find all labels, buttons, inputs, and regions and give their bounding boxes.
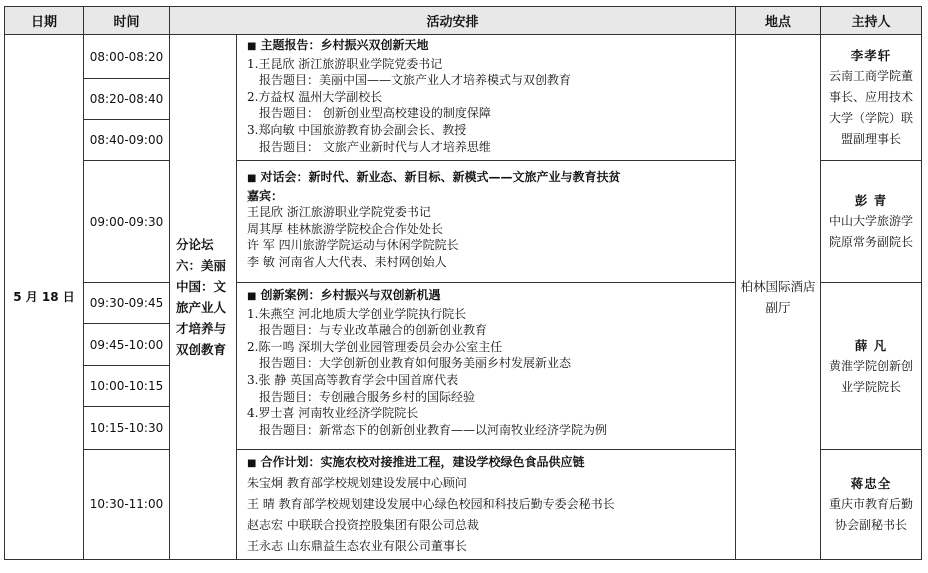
section-cooperation	[237, 450, 736, 560]
host-name: 彭 青	[854, 193, 888, 208]
venue-cell: 柏林国际酒店副厅	[736, 35, 821, 560]
host-cell	[821, 161, 922, 283]
square-bullet-icon: ■	[247, 41, 257, 52]
section-line: 许 军 四川旅游学院运动与休闲学院院长	[247, 238, 459, 253]
section-line: 赵志宏 中联联合投资控股集团有限公司总裁	[247, 517, 479, 532]
header-date: 日期	[5, 7, 84, 35]
section-line: 报告题目： 创新创业型高校建设的制度保障	[259, 106, 491, 121]
section-line: 3.郑向敏 中国旅游教育协会副会长、教授	[247, 122, 467, 137]
section-line: 报告题目：与专业改革融合的创新创业教育	[259, 323, 488, 338]
time-slot: 08:20-08:40	[84, 79, 170, 120]
forum-title: 分论坛六：美丽中国：文旅产业人才培养与双创教育	[170, 35, 237, 560]
section-title: 主题报告：乡村振兴双创新天地	[260, 38, 429, 52]
section-line: 朱宝炯 教育部学校规划建设发展中心顾问	[247, 475, 467, 490]
time-slot: 09:45-10:00	[84, 324, 170, 366]
square-bullet-icon: ■	[247, 291, 257, 302]
section-cases	[237, 283, 736, 450]
section-line: 周其厚 桂林旅游学院校企合作处处长	[247, 221, 443, 236]
host-name: 李孝轩	[850, 48, 892, 63]
section-title: 对话会：新时代、新业态、新目标、新模式——文旅产业与教育扶贫	[260, 170, 621, 184]
date-cell: 5 月 18 日	[5, 35, 84, 560]
section-line: 报告题目：大学创新创业教育如何服务美丽乡村发展新业态	[259, 356, 572, 371]
section-line: 报告题目：专创融合服务乡村的国际经验	[259, 389, 476, 404]
section-line: 2.陈一鸣 深圳大学创业园管理委员会办公室主任	[247, 339, 503, 354]
header-row	[5, 7, 922, 35]
section-line: 李 敏 河南省人大代表、耒村网创始人	[247, 254, 447, 269]
host-desc: 黄淮学院创新创业学院院长	[829, 358, 914, 394]
time-slot: 08:00-08:20	[84, 35, 170, 79]
section-line: 王昆欣 浙江旅游职业学院党委书记	[247, 205, 431, 220]
section-line: 报告题目：美丽中国——文旅产业人才培养模式与双创教育	[259, 73, 572, 88]
section-subtitle: 嘉宾：	[247, 188, 284, 203]
header-host: 主持人	[821, 7, 922, 35]
section-line: 报告题目：新常态下的创新创业教育——以河南牧业经济学院为例	[259, 422, 608, 437]
square-bullet-icon: ■	[247, 458, 257, 469]
section-line: 1.王昆欣 浙江旅游职业学院党委书记	[247, 56, 443, 71]
section-title: 创新案例：乡村振兴与双创新机遇	[260, 288, 441, 302]
host-desc: 中山大学旅游学院原常务副院长	[829, 214, 914, 249]
section-line: 4.罗士喜 河南牧业经济学院院长	[247, 406, 419, 421]
host-cell	[821, 35, 922, 161]
time-slot: 08:40-09:00	[84, 120, 170, 161]
section-line: 王 晴 教育部学校规划建设发展中心绿色校园和科技后勤专委会秘书长	[247, 496, 615, 511]
host-name: 薛 凡	[854, 337, 888, 353]
section-keynote	[237, 35, 736, 161]
section-dialogue	[237, 161, 736, 283]
host-cell	[821, 283, 922, 450]
time-slot: 09:00-09:30	[84, 161, 170, 283]
header-venue: 地点	[736, 7, 821, 35]
host-cell	[821, 450, 922, 560]
schedule-table	[4, 6, 922, 560]
host-desc: 重庆市教育后勤协会副秘书长	[829, 496, 914, 532]
time-slot: 10:00-10:15	[84, 366, 170, 407]
section-title: 合作计划：实施农校对接推进工程，建设学校绿色食品供应链	[260, 455, 585, 469]
header-time: 时间	[84, 7, 170, 35]
time-slot: 09:30-09:45	[84, 283, 170, 324]
section-line: 2.方益权 温州大学副校长	[247, 89, 383, 104]
host-desc: 云南工商学院董事长、应用技术大学（学院）联盟副理事长	[829, 69, 914, 146]
time-slot: 10:30-11:00	[84, 450, 170, 560]
section-line: 3.张 静 英国高等教育学会中国首席代表	[247, 372, 459, 387]
square-bullet-icon: ■	[247, 173, 257, 184]
header-activity: 活动安排	[170, 7, 736, 35]
time-slot: 10:15-10:30	[84, 407, 170, 450]
section-line: 王永志 山东鼎益生态农业有限公司董事长	[247, 538, 467, 553]
section-line: 报告题目： 文旅产业新时代与人才培养思维	[259, 139, 491, 154]
section-line: 1.朱燕空 河北地质大学创业学院执行院长	[247, 306, 467, 321]
host-name: 蒋忠全	[850, 475, 892, 491]
